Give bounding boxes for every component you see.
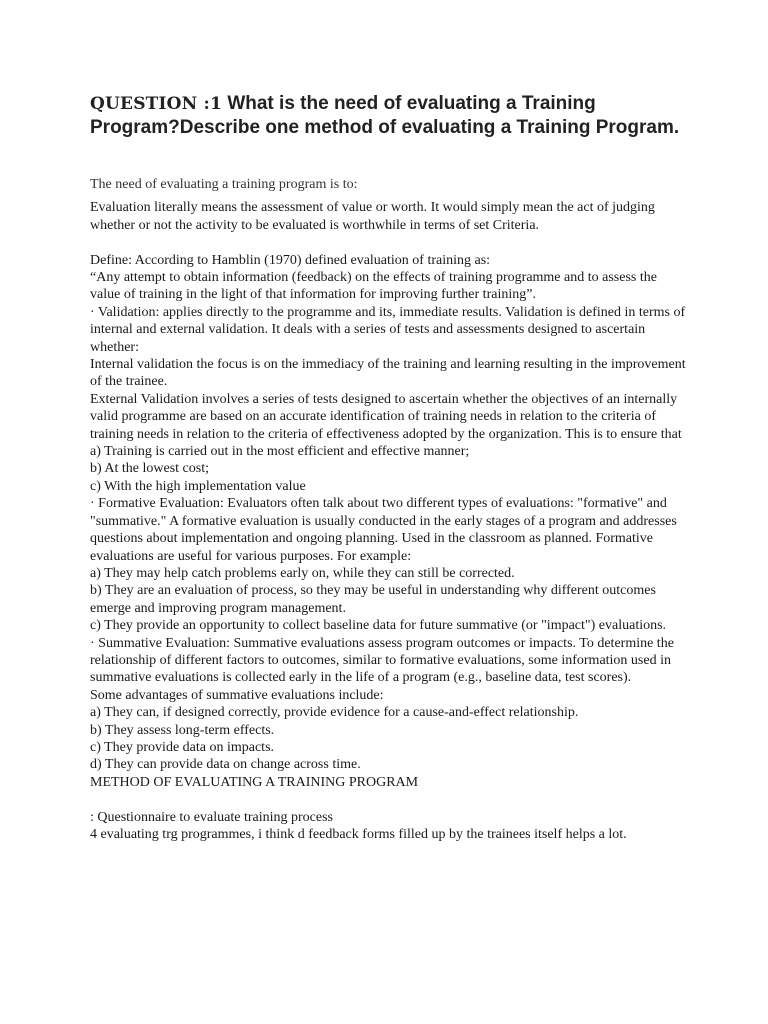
method-heading: METHOD OF EVALUATING A TRAINING PROGRAM: [90, 774, 419, 790]
list-item: a) They may help catch problems early on, while they can still be corrected.: [90, 565, 515, 581]
list-item: b) At the lowest cost;: [90, 461, 209, 477]
list-item: a) Training is carried out in the most efficient and effective manner;: [90, 444, 470, 460]
body-line: “Any attempt to obtain information (feedback) on the effects of training programme and to assess the value of training in the light of that information for improving further training”.: [90, 270, 657, 303]
intro-line: The need of evaluating a training program is to:: [90, 177, 358, 192]
document-page: [90, 92, 690, 843]
evaluation-definition-paragraph: Evaluation literally means the assessment of value or worth. It would simply mean the act of judging whether or not the activity to be evaluated is worthwhile in terms of set Criteria.: [90, 200, 655, 233]
body-line: Some advantages of summative evaluations include:: [90, 687, 384, 703]
question-label: QUESTION :1: [90, 94, 223, 114]
paragraph-gap: [90, 234, 690, 251]
body-line: External Validation involves a series of tests designed to ascertain whether the objectives of an internally valid programme are based on an accurate identification of training needs in relation to the criteria of training needs in relation to the criteria of effectiveness adopted by the organization. This is to ensure that: [90, 391, 682, 442]
body-line: Internal validation the focus is on the immediacy of the training and learning resulting in the improvement of the trainee.: [90, 357, 686, 390]
question-heading: [90, 92, 690, 139]
list-item: c) With the high implementation value: [90, 478, 306, 494]
body-line: · Formative Evaluation: Evaluators often talk about two different types of evaluations: "formative" and "summative." A formative evaluation is usually conducted in the early stages of a program and addresses questions about implementation and ongoing planning. Used in the classroom as planned. Formative evaluations are useful for various purposes. For example:: [90, 496, 677, 564]
list-item: a) They can, if designed correctly, provide evidence for a cause-and-effect relationship.: [90, 705, 579, 721]
list-item: c) They provide an opportunity to collect baseline data for future summative (or "impact") evaluations.: [90, 618, 667, 634]
list-item: b) They assess long-term effects.: [90, 722, 275, 738]
method-line: : Questionnaire to evaluate training process: [90, 809, 333, 825]
list-item: d) They can provide data on change across time.: [90, 757, 361, 773]
list-item: b) They are an evaluation of process, so they may be useful in understanding why different outcomes emerge and improving program management.: [90, 583, 656, 616]
body-line: · Summative Evaluation: Summative evaluations assess program outcomes or impacts. To determine the relationship of different factors to outcomes, similar to formative evaluations, some information used in summative evaluations is collected early in the life of a program (e.g., baseline data, test scores).: [90, 635, 674, 686]
body-line: Define: According to Hamblin (1970) defined evaluation of training as:: [90, 252, 491, 268]
list-item: c) They provide data on impacts.: [90, 739, 275, 755]
method-line: 4 evaluating trg programmes, i think d feedback forms filled up by the trainees itself helps a lot.: [90, 827, 627, 842]
body-line: · Validation: applies directly to the programme and its, immediate results. Validation is defined in terms of internal and external validation. It deals with a series of tests and assessments designed to ascertain whether:: [90, 304, 686, 355]
document-body: [90, 199, 690, 843]
paragraph-gap: [90, 791, 690, 808]
question-text: What is the need of evaluating a Training Program?Describe one method of evaluating a Training Program.: [90, 93, 680, 138]
